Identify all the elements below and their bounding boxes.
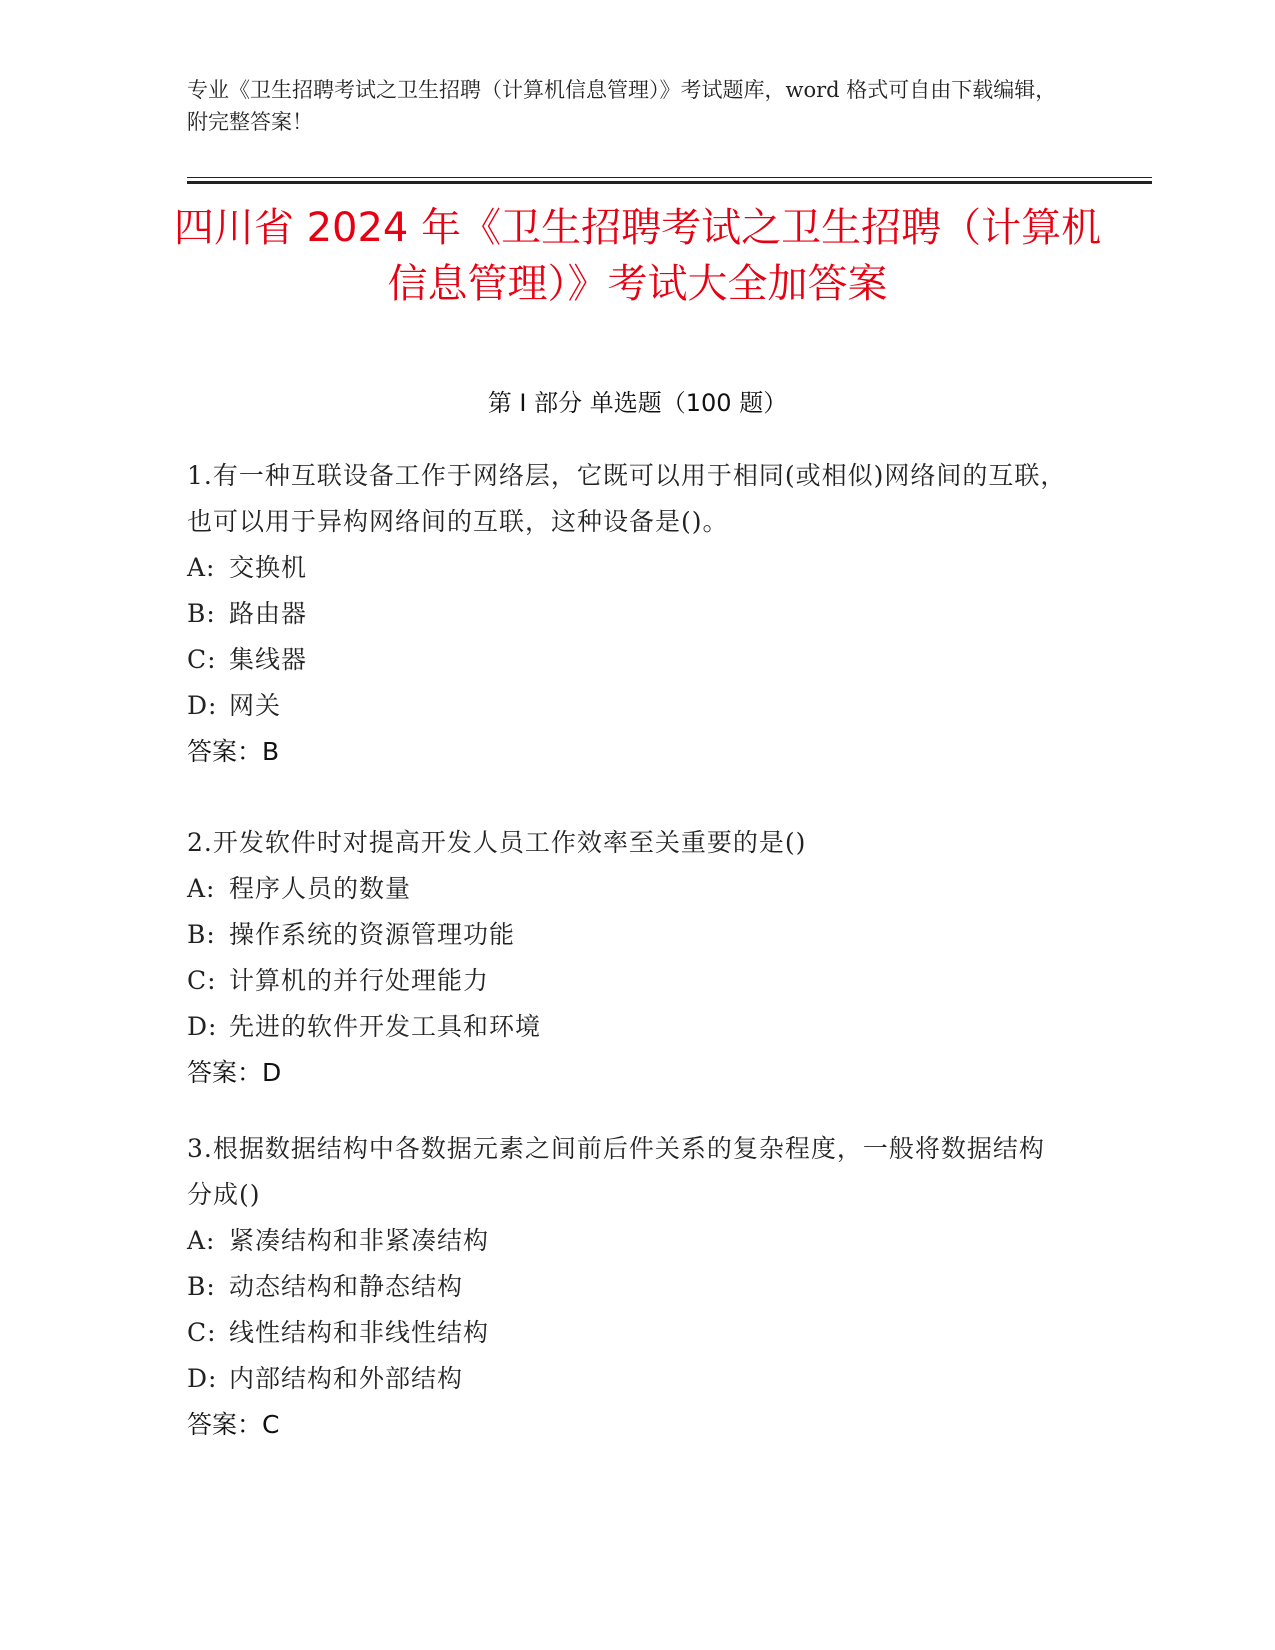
answer: 答案：B bbox=[187, 737, 280, 766]
option-b bbox=[187, 591, 1067, 637]
option-text: 线性结构和非线性结构 bbox=[229, 1318, 490, 1347]
option-key: C: bbox=[187, 1318, 217, 1347]
option-key: B: bbox=[187, 1272, 216, 1301]
option-key: A: bbox=[187, 553, 216, 582]
header-divider-thin bbox=[187, 177, 1152, 178]
option-text: 先进的软件开发工具和环境 bbox=[229, 1012, 542, 1041]
answer: 答案：C bbox=[187, 1410, 280, 1439]
option-text: 程序人员的数量 bbox=[229, 874, 412, 903]
question-stem: 3.根据数据结构中各数据元素之间前后件关系的复杂程度，一般将数据结构分成() bbox=[187, 1134, 1045, 1209]
option-key: C: bbox=[187, 645, 217, 674]
option-b bbox=[187, 912, 1067, 958]
question-3 bbox=[187, 1126, 1067, 1448]
option-key: D: bbox=[187, 1364, 218, 1393]
section-title: 第 I 部分 单选题（100 题） bbox=[487, 389, 788, 417]
option-key: A: bbox=[187, 874, 216, 903]
option-text: 动态结构和静态结构 bbox=[229, 1272, 464, 1301]
option-a bbox=[187, 1218, 1067, 1264]
option-text: 紧凑结构和非紧凑结构 bbox=[229, 1226, 490, 1255]
option-key: A: bbox=[187, 1226, 216, 1255]
option-b bbox=[187, 1264, 1067, 1310]
question-stem: 1.有一种互联设备工作于网络层，它既可以用于相同(或相似)网络间的互联，也可以用于异构网络间的互联，这种设备是()。 bbox=[187, 461, 1067, 536]
option-c bbox=[187, 958, 1067, 1004]
option-text: 内部结构和外部结构 bbox=[229, 1364, 464, 1393]
option-text: 计算机的并行处理能力 bbox=[229, 966, 490, 995]
question-2 bbox=[187, 820, 1067, 1096]
option-key: D: bbox=[187, 691, 218, 720]
option-text: 交换机 bbox=[229, 553, 308, 582]
option-d bbox=[187, 683, 1067, 729]
option-key: C: bbox=[187, 966, 217, 995]
option-text: 网关 bbox=[229, 691, 282, 720]
header-divider-thick bbox=[187, 181, 1152, 184]
option-c bbox=[187, 637, 1067, 683]
option-key: B: bbox=[187, 599, 216, 628]
option-c bbox=[187, 1310, 1067, 1356]
answer: 答案：D bbox=[187, 1058, 282, 1087]
option-key: D: bbox=[187, 1012, 218, 1041]
question-stem: 2.开发软件时对提高开发人员工作效率至关重要的是() bbox=[187, 828, 807, 857]
document-title: 四川省 2024 年《卫生招聘考试之卫生招聘（计算机信息管理）》考试大全加答案 bbox=[173, 205, 1102, 307]
header-note: 专业《卫生招聘考试之卫生招聘（计算机信息管理）》考试题库，word 格式可自由下载编辑，附完整答案！ bbox=[187, 78, 1057, 134]
question-1 bbox=[187, 453, 1067, 775]
option-text: 路由器 bbox=[229, 599, 308, 628]
option-d bbox=[187, 1004, 1067, 1050]
option-text: 操作系统的资源管理功能 bbox=[229, 920, 516, 949]
option-d bbox=[187, 1356, 1067, 1402]
option-a bbox=[187, 545, 1067, 591]
option-key: B: bbox=[187, 920, 216, 949]
option-text: 集线器 bbox=[229, 645, 308, 674]
option-a bbox=[187, 866, 1067, 912]
